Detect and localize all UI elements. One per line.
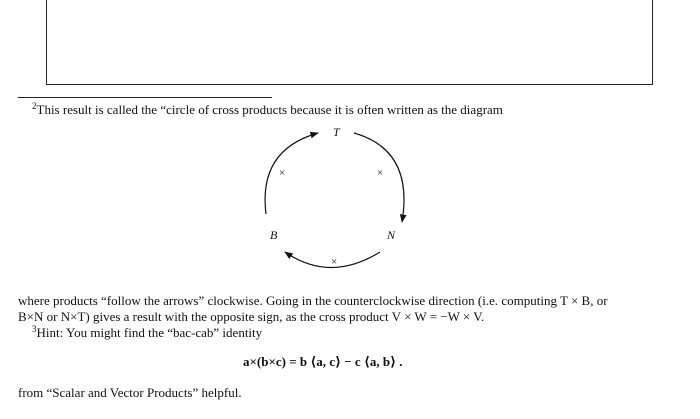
- footnote-3-text: Hint: You might find the “bac-cab” identity: [36, 325, 263, 340]
- cross-mark-left: ×: [279, 167, 286, 179]
- footnote-2-marker: 2: [32, 101, 37, 111]
- closing-line: from “Scalar and Vector Products” helpful.: [18, 385, 242, 400]
- footnote-3: [32, 325, 262, 341]
- cross-mark-bottom: ×: [331, 256, 338, 268]
- label-b: B: [270, 228, 278, 242]
- bac-cab-identity: a×(b×c) = b ⟨a, c⟩ − c ⟨a, b⟩ .: [243, 354, 403, 369]
- paragraph-line-1: where products “follow the arrows” clockwise. Going in the counterclockwise direction (i.e. computing T × B, or: [18, 293, 608, 308]
- label-t: T: [333, 125, 340, 139]
- label-n: N: [387, 228, 396, 242]
- cross-mark-right: ×: [377, 167, 384, 179]
- arc-b-to-t: [265, 133, 318, 214]
- footnote-2-text: This result is called the “circle of cross products because it is often written as the diagram: [36, 102, 503, 117]
- paragraph-line-2: B×N or N×T) gives a result with the opposite sign, as the cross product V × W = −W × V.: [18, 309, 485, 324]
- footnote-3-marker: 3: [32, 324, 37, 334]
